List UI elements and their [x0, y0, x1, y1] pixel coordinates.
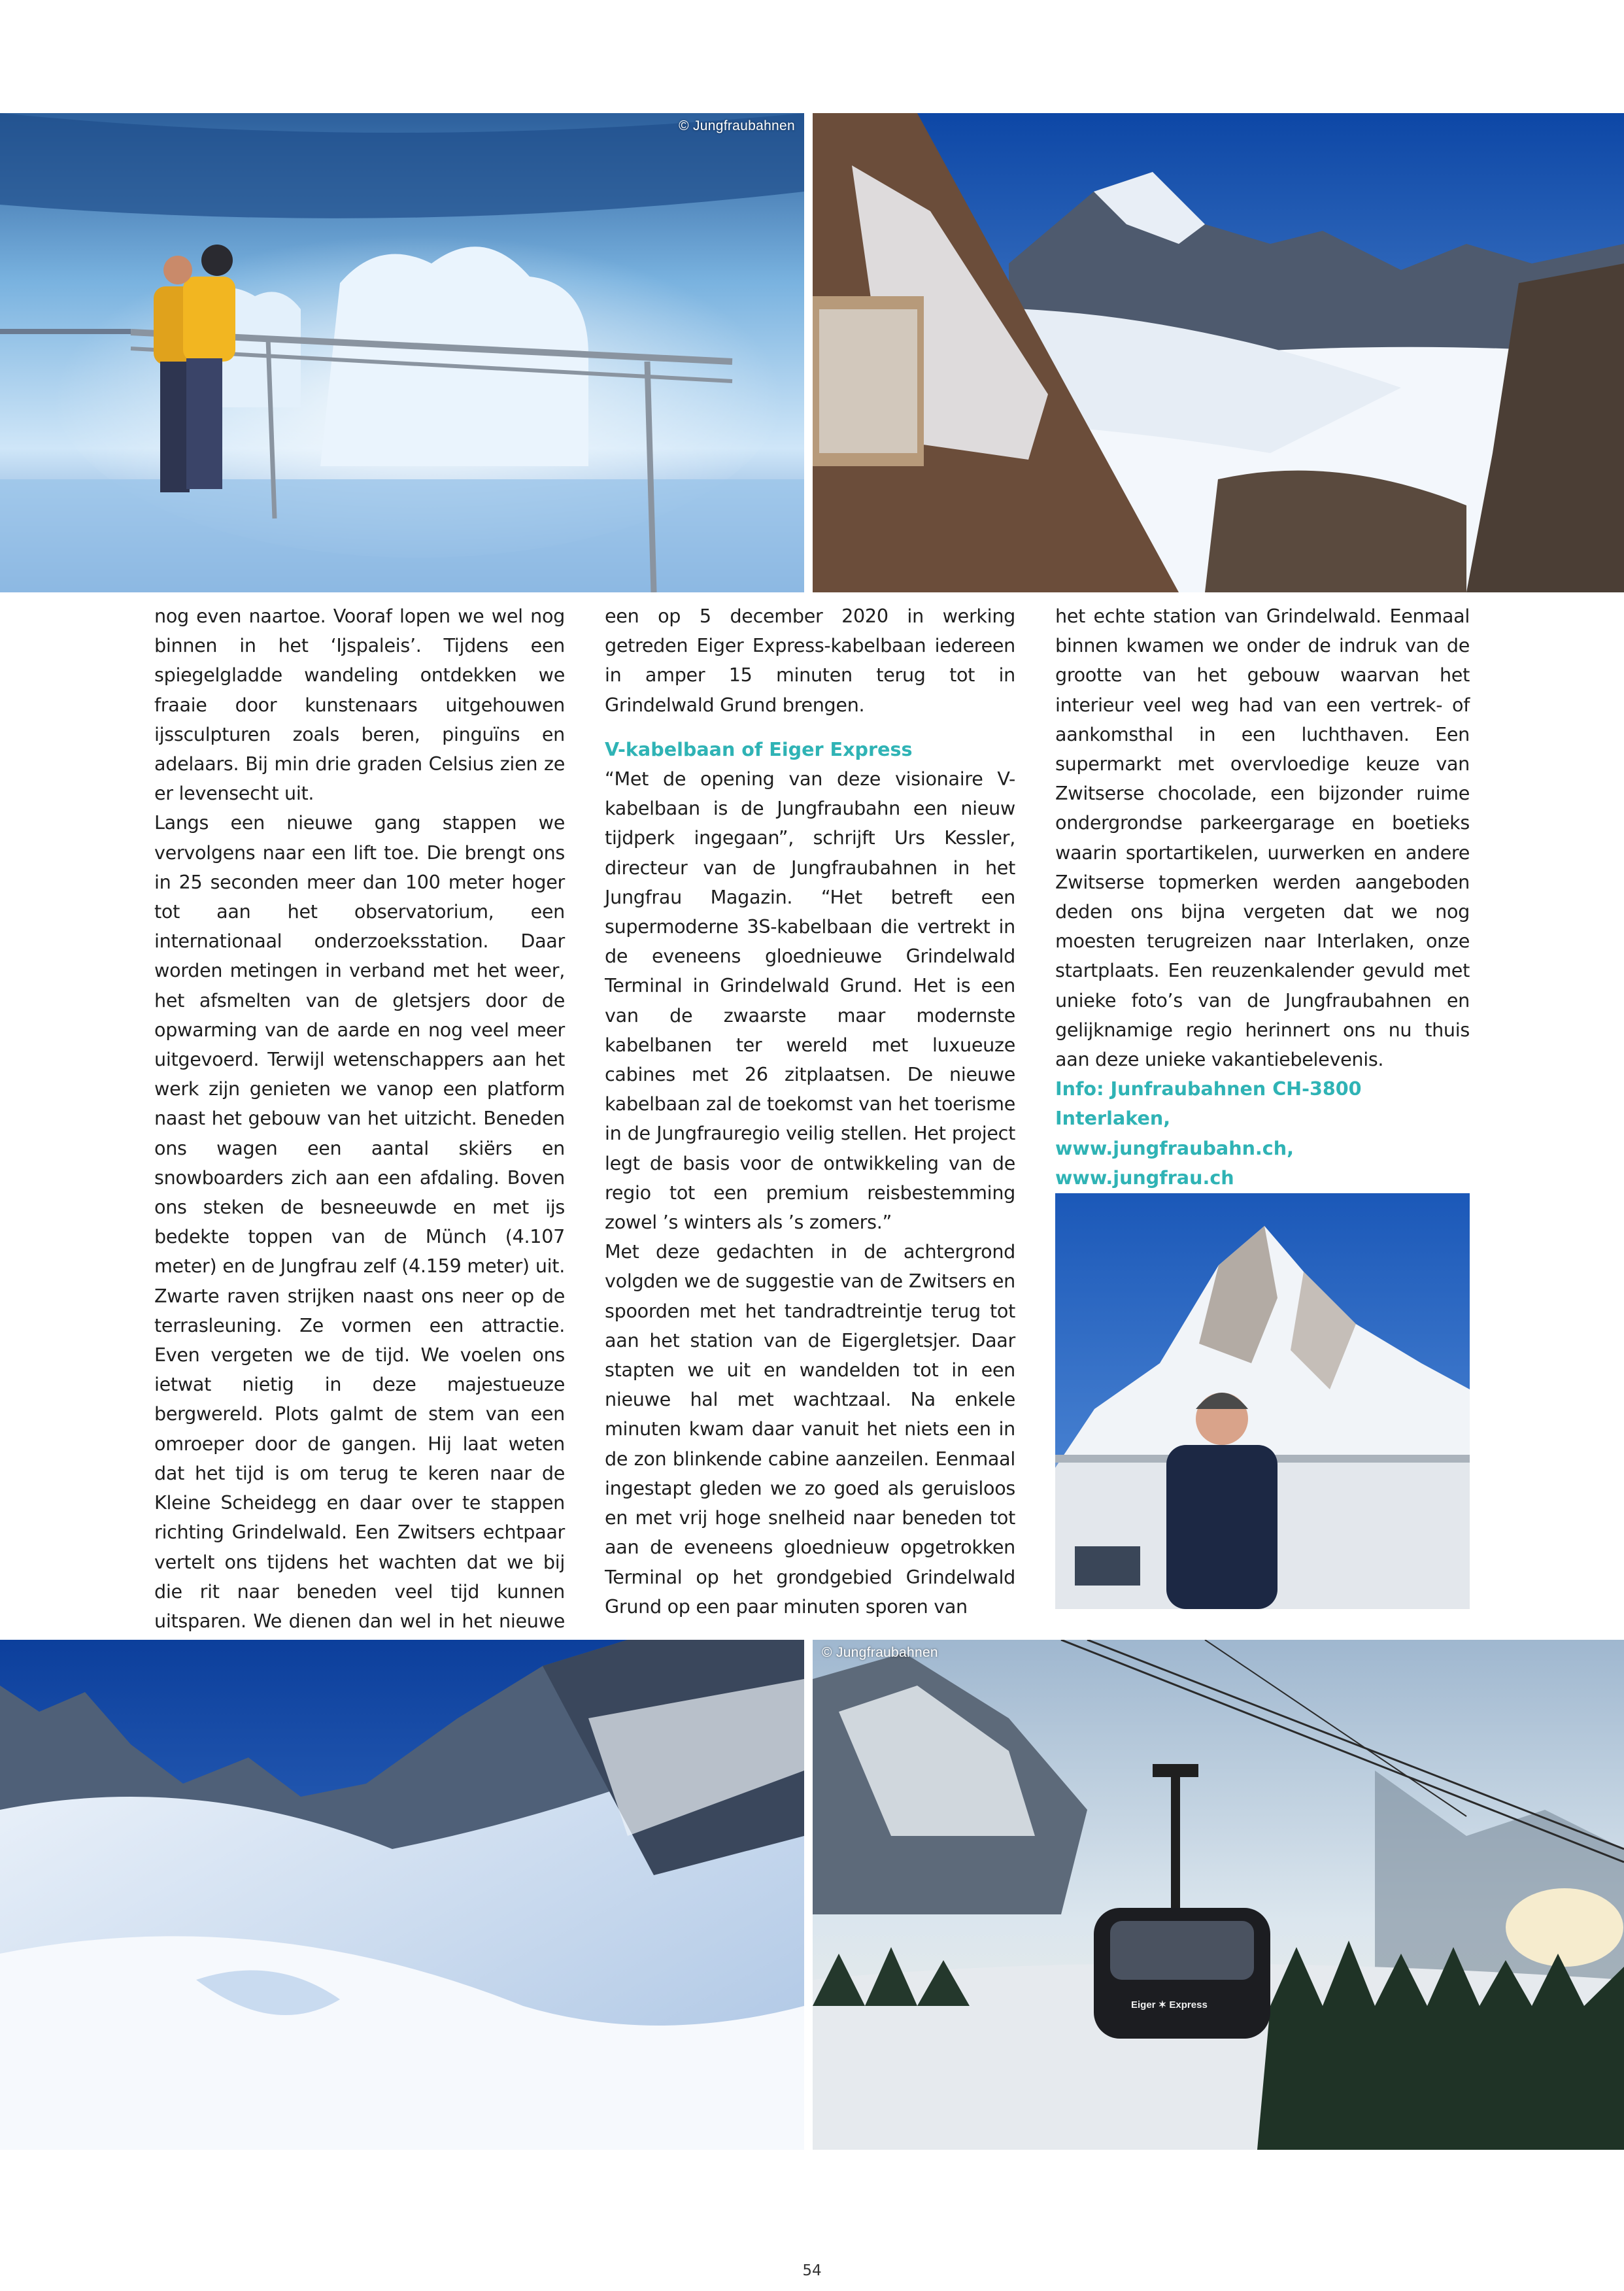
body-paragraph: een op 5 december 2020 in werking getreden Eiger Express-kabelbaan iedereen in amper 15 minuten terug tot in Grindelwald Grund brengen. — [605, 605, 1015, 716]
article-column-2 — [605, 602, 1015, 1621]
body-paragraph: het echte station van Grindelwald. Eenmaal binnen kwamen we onder de indruk van de grootte van het gebouw waarvan het interieur veel weg had van een vertrek- of aankomsthal in een luchthaven. Een supermarkt met overvloedige keuze van Zwitserse chocolade, een bijzonder ruime ondergrondse parkeergarage en boetieks waarin sportartikelen, uurwerken en andere Zwitserse topmerken werden aangeboden deden ons bijna vergeten dat we nog moesten terugreizen naar Interlaken, onze startplaats. Een reuzenkalender gevuld met unieke foto’s van de Jungfraubahnen en gelijknamige regio herinnert ons nu thuis aan deze unieke vakantiebelevenis. — [1055, 605, 1470, 1071]
photo-credit: © Jungfraubahnen — [679, 118, 795, 133]
body-paragraph: nog even naartoe. Vooraf lopen we wel nog binnen in het ‘Ijspaleis’. Tijdens een spiegelgladde wandeling ontdekken we fraaie door kunstenaars uitgehouwen ijssculpturen zoals beren, pinguïns en adelaars. Bij min drie graden Celsius zien ze er levensecht uit. — [154, 605, 565, 805]
gondola-logo: Eiger ✶ Express — [1131, 1999, 1208, 2011]
body-paragraph: Met deze gedachten in de achtergrond volgden we de suggestie van de Zwitsers en spoorden met het tandradtreintje terug tot aan het station van de Eigergletsjer. Daar stapten we uit en wandelden tot in een nieuwe hal met wachtzaal. Na enkele minuten kwam daar vanuit het niets een in de zon blinkende cabine aanzeilen. Eenmaal ingestapt gleden we zo goed als geruisloos en met vrij hoge snelheid naar beneden tot aan de eveneens gloednieuw opgetrokken Terminal op het grondgebied Grindelwald Grund op een paar minuten sporen van — [605, 1240, 1015, 1618]
author-portrait-photo — [1055, 1193, 1470, 1609]
info-links: www.jungfraubahn.ch, www.jungfrau.ch — [1055, 1136, 1294, 1189]
body-paragraph: “Met de opening van deze visionaire V-kabelbaan is de Jungfraubahn een nieuw tijdperk ingegaan”, schrijft Urs Kessler, directeur van de Jungfraubahnen in het Jungfrau Magazin. “Het betreft een supermoderne 3S-kabelbaan die vertrekt in de eveneens gloednieuwe Grindelwald Terminal in Grindelwald Grund. Het is een van de zwaarste maar modernste kabelbanen ter wereld met luxueuze cabines met 26 zitplaatsen. De nieuwe kabelbaan zal de toekomst van het toerisme in de Jungfrauregio veilig stellen. Het project legt de basis voor de ontwikkeling van de regio tot een premium reisbestemming zowel ’s winters als ’s zomers.” — [605, 768, 1015, 1234]
article-column-3 — [1055, 602, 1470, 1251]
page-number: 54 — [802, 2262, 822, 2279]
info-line: Info: Junfraubahnen CH-3800 Interlaken, — [1055, 1078, 1362, 1130]
body-paragraph: Langs een nieuwe gang stappen we vervolgens naar een lift toe. Die brengt ons in 25 seconden meer dan 100 meter hoger tot aan het observatorium, een internationaal onderzoeksstation. Daar worden metingen in verband met het weer, het afsmelten van de gletsjers door de opwarming van de aarde en nog veel meer uitgevoerd. Terwijl wetenschappers aan het werk zijn genieten we vanop een platform naast het gebouw van het uitzicht. Beneden ons wagen een aantal skiërs en snowboarders zich aan een afdaling. Boven ons steken de besneeuwde en met ijs bedekte toppen van de Münch (4.107 meter) en de Jungfrau zelf (4.159 meter) uit. Zwarte raven strijken naast ons neer op de terrasleuning. Ze vormen een attractie. Even vergeten we de tijd. We voelen ons ietwat nietig in deze majestueuze bergwereld. Plots galmt de stem van een omroeper door de gangen. Hij laat weten dat het tijd is om terug te keren naar de Kleine Scheidegg en daar over te stappen richting Grindelwald. Een Zwitsers echtpaar vertelt ons tijdens het wachten dat we bij die rit naar beneden veel tijd kunnen uitsparen. We dienen dan wel in het nieuwe — [154, 811, 565, 1632]
aletsch-glacier-photo — [813, 113, 1624, 592]
ice-palace-photo — [0, 113, 804, 592]
section-heading: V-kabelbaan of Eiger Express — [605, 738, 913, 760]
eiger-express-gondola-photo — [813, 1640, 1624, 2150]
glacier-slopes-photo — [0, 1640, 804, 2150]
article-column-1 — [154, 602, 565, 1725]
photo-credit: © Jungfraubahnen — [822, 1645, 938, 1660]
